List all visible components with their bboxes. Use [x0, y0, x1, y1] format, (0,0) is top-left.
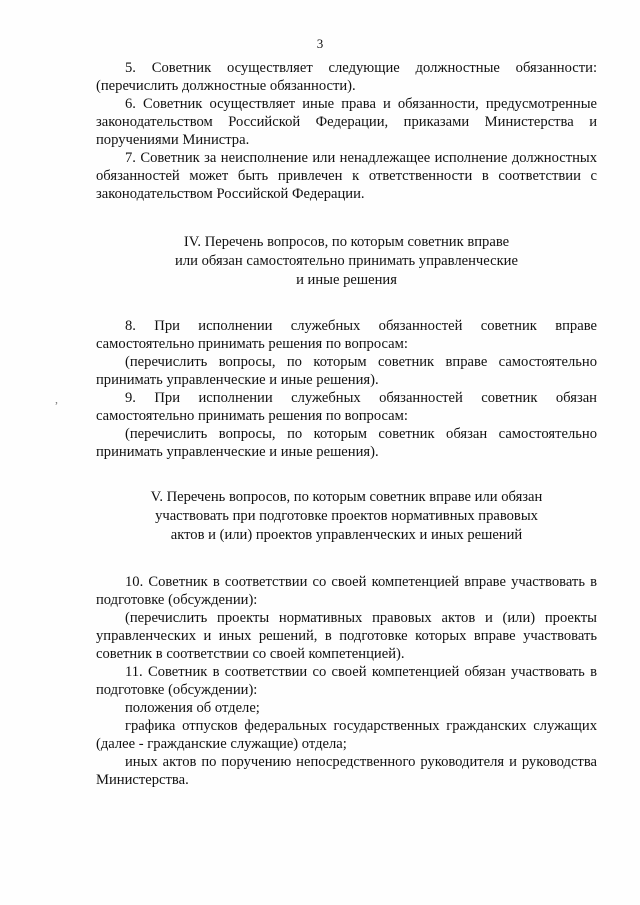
- page-number: 3: [316, 36, 324, 51]
- item-7: 7. Советник за неисполнение или ненадлежащее исполнение должностных обязанностей может быть привлечен к ответственности в соответствии с законодательством Российской Федерации.: [96, 150, 597, 202]
- section-4-items: [96, 317, 597, 461]
- section-5-items: [96, 573, 597, 789]
- scan-mark: ,: [55, 392, 58, 406]
- section-5-heading: [96, 488, 597, 545]
- section-4-heading-line-1: IV. Перечень вопросов, по которым советник вправе: [183, 234, 510, 250]
- item-8: 8. При исполнении служебных обязанностей советник вправе самостоятельно принимать решения по вопросам:: [96, 318, 597, 352]
- section-5-heading-line-2: участвовать при подготовке проектов нормативных правовых: [155, 508, 538, 524]
- item-5: 5. Советник осуществляет следующие должностные обязанности:: [125, 60, 597, 76]
- section-3-items: [96, 59, 597, 203]
- item-10: 10. Советник в соответствии со своей компетенцией вправе участвовать в подготовке (обсуждении):: [96, 574, 597, 608]
- item-11-subitem-3: иных актов по поручению непосредственного руководителя и руководства Министерства.: [96, 754, 597, 788]
- section-4-heading: [96, 233, 597, 290]
- item-11-subitem-1: положения об отделе;: [125, 700, 260, 716]
- section-4-heading-line-2: или обязан самостоятельно принимать управленческие: [175, 253, 518, 269]
- item-9: 9. При исполнении служебных обязанностей советник обязан самостоятельно принимать решения по вопросам:: [96, 390, 597, 424]
- item-10-placeholder: (перечислить проекты нормативных правовых актов и (или) проекты управленческих и иных решений, в подготовке которых вправе участвовать советник в соответствии со своей компетенцией).: [96, 610, 597, 662]
- item-9-placeholder: (перечислить вопросы, по которым советник обязан самостоятельно принимать управленческие и иные решения).: [96, 426, 597, 460]
- item-5-placeholder: (перечислить должностные обязанности).: [96, 78, 356, 94]
- section-4-heading-line-3: и иные решения: [296, 272, 397, 288]
- section-5-heading-line-1: V. Перечень вопросов, по которым советник вправе или обязан: [150, 489, 543, 505]
- item-8-placeholder: (перечислить вопросы, по которым советник вправе самостоятельно принимать управленческие и иные решения).: [96, 354, 597, 388]
- section-5-heading-line-3: актов и (или) проектов управленческих и иных решений: [170, 527, 523, 543]
- item-11-subitem-2: графика отпусков федеральных государственных гражданских служащих (далее - гражданские служащие) отдела;: [96, 718, 597, 752]
- item-6: 6. Советник осуществляет иные права и обязанности, предусмотренные законодательством Российской Федерации, приказами Министерства и поручениями Министра.: [96, 96, 597, 148]
- item-11: 11. Советник в соответствии со своей компетенцией обязан участвовать в подготовке (обсуждении):: [96, 664, 597, 698]
